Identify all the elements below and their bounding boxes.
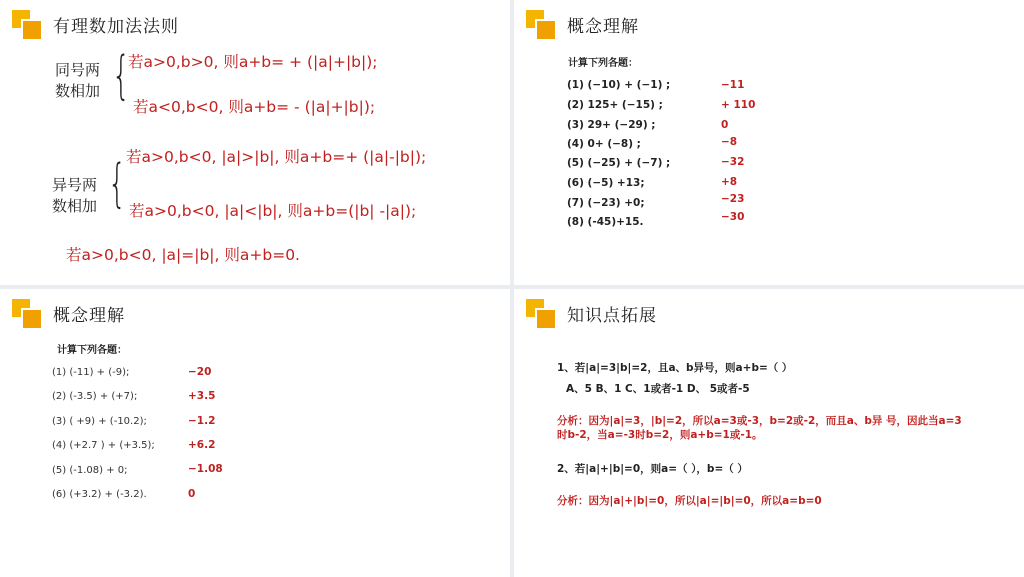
diff-sign-label-line1: 异号两 xyxy=(52,176,98,194)
slide-addition-rules xyxy=(0,0,510,285)
brace-icon: { xyxy=(112,46,131,106)
logo-squares-icon xyxy=(12,10,42,40)
exercise-header: 计算下列各题： xyxy=(57,345,127,356)
answer-item: −32 xyxy=(721,156,745,168)
exercise-header: 计算下列各题： xyxy=(568,58,638,69)
question-item: (5) (−25) + (−7) ; xyxy=(567,157,671,169)
logo-squares-icon xyxy=(526,10,556,40)
logo-squares-icon xyxy=(12,299,42,329)
same-sign-label-line1: 同号两 xyxy=(55,61,101,79)
brace-icon: { xyxy=(108,154,127,214)
question-item: (3) 29+ (−29) ; xyxy=(567,119,656,131)
answer-item: 0 xyxy=(721,119,729,131)
question-item: (7) (−23) +0; xyxy=(567,197,645,209)
rule-same-positive: 若a>0,b>0, 则a+b= + (|a|+|b|); xyxy=(128,53,378,71)
rule-diff-greater: 若a>0,b<0, |a|>|b|, 则a+b=+ (|a|-|b|); xyxy=(126,148,427,166)
question-item: (4) (+2.7 ) + (+3.5); xyxy=(52,440,155,451)
diff-sign-label xyxy=(52,175,97,217)
rule-same-negative: 若a<0,b<0, 则a+b= - (|a|+|b|); xyxy=(133,98,376,116)
analysis-2: 分析：因为|a|+|b|=0，所以|a|=|b|=0，所以a=b=0 xyxy=(557,495,822,507)
analysis-1: 分析：因为|a|=3，|b|=2，所以a=3或-3，b=2或-2，而且a、b异 号，因此当a=3时b-2，当a=-3时b=2，则a+b=1或-1。 xyxy=(557,415,962,441)
question-item: (2) 125+ (−15) ; xyxy=(567,99,663,111)
answer-item: +8 xyxy=(721,176,738,188)
answer-item: +3.5 xyxy=(188,390,216,402)
diff-sign-label-line2: 数相加 xyxy=(52,197,98,215)
slide-practice-1 xyxy=(514,0,1024,285)
question-item: (6) (+3.2) + (-3.2). xyxy=(52,489,147,500)
question-item: (5) (-1.08) + 0; xyxy=(52,465,128,476)
answer-item: + 110 xyxy=(721,99,756,111)
answer-item: −11 xyxy=(721,79,745,91)
slide-practice-2 xyxy=(0,289,510,577)
slide-title: 概念理解 xyxy=(567,17,639,37)
answer-item: +6.2 xyxy=(188,439,216,451)
question-item: (1) (-11) + (-9); xyxy=(52,367,130,378)
same-sign-label xyxy=(55,60,100,102)
answer-item: 0 xyxy=(188,488,196,500)
rule-diff-less: 若a>0,b<0, |a|<|b|, 则a+b=(|b| -|a|); xyxy=(129,202,417,220)
answer-item: −20 xyxy=(188,366,212,378)
question-item: (1) (−10) + (−1) ; xyxy=(567,79,671,91)
answer-item: −30 xyxy=(721,211,745,223)
slide-title: 概念理解 xyxy=(53,306,125,326)
slide-title: 有理数加法法则 xyxy=(53,17,179,37)
question-1-options: A、5 B、1 C、1或者-1 D、 5或者-5 xyxy=(566,383,750,395)
answer-item: −1.2 xyxy=(188,415,216,427)
same-sign-label-line2: 数相加 xyxy=(55,82,101,100)
question-item: (3) ( +9) + (-10.2); xyxy=(52,416,147,427)
question-item: (8) (-45)+15. xyxy=(567,216,644,228)
answer-item: −1.08 xyxy=(188,463,223,475)
answer-item: −8 xyxy=(721,136,738,148)
answer-item: −23 xyxy=(721,193,745,205)
question-2: 2、若|a|+|b|=0，则a=（ ），b=（ ） xyxy=(557,463,748,475)
question-item: (4) 0+ (−8) ; xyxy=(567,138,641,150)
question-item: (6) (−5) +13; xyxy=(567,177,645,189)
slide-extension xyxy=(514,289,1024,577)
question-item: (2) (-3.5) + (+7); xyxy=(52,391,138,402)
logo-squares-icon xyxy=(526,299,556,329)
question-1: 1、若|a|=3|b|=2，且a、b异号，则a+b=（ ） xyxy=(557,362,793,374)
rule-diff-equal: 若a>0,b<0, |a|=|b|, 则a+b=0. xyxy=(66,246,300,264)
slide-title: 知识点拓展 xyxy=(567,306,657,326)
